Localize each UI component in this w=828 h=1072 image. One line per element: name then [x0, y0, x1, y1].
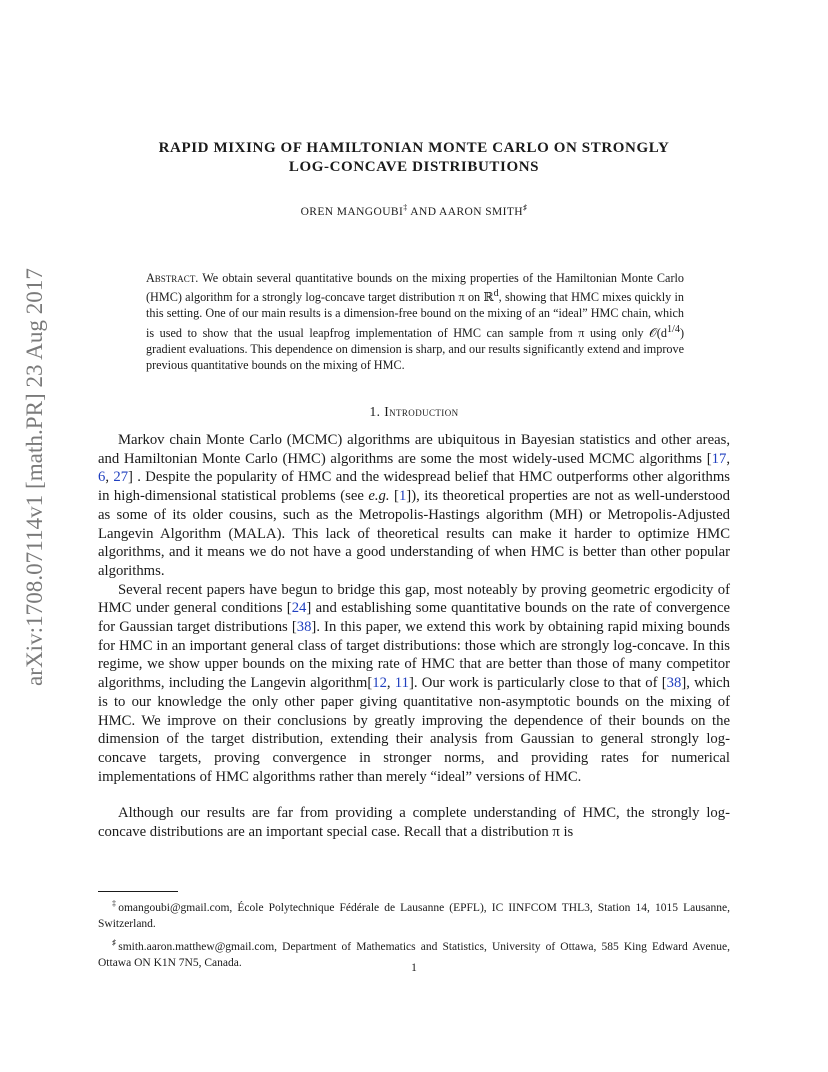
arxiv-stamp-text: arXiv:1708.07114v1 [math.PR] 23 Aug 2017 [22, 270, 47, 686]
citation-link[interactable]: 6 [98, 469, 106, 486]
author-conjunction: AND [410, 205, 437, 218]
eg-abbreviation: e.g. [368, 488, 390, 505]
abstract-superscript-fraction: 1/4 [666, 323, 680, 335]
footnote-1-text: omangoubi@gmail.com, École Polytechnique Fédérale de Lausanne (EPFL), IC IINFCOM THL3, Station 14, 1015 Lausanne, Switzerland. [98, 901, 731, 930]
abstract-text-3: ) gradient evaluations. This dependence on dimension is sharp, and our results significantly extend and improve previous quantitative bounds on the mixing of HMC. [146, 325, 684, 373]
paragraph-2-text-1: Several recent papers have begun to bridge this gap, most noteably by proving geometric ergodicity of HMC under general conditions [ [98, 581, 730, 617]
citation-link[interactable]: 17 [711, 450, 727, 467]
author-2-affiliation-mark: ♯ [523, 203, 528, 212]
title-line-1: RAPID MIXING OF HAMILTONIAN MONTE CARLO ON STRONGLY [158, 140, 670, 156]
citation-link[interactable]: 38 [296, 619, 312, 636]
paragraph-1-text-4: ]), its theoretical properties are not as well-understood as some of its older cousins, such as the Metropolis-Hastings algorithm (MH) or Metropolis-Adjusted Langevin Algorithm (MALA). This lack of theoretical results can make it harder to optimize HMC algorithms, and it means we do not have a good understanding of when HMC is better than other popular algorithms. [98, 488, 730, 579]
paragraph-2-text-2: ] and establishing some quantitative bounds on the rate of convergence for Gaussian target distributions [ [98, 600, 730, 636]
paragraph-1-text-2: ] . Despite the popularity of HMC and the widespread belief that HMC outperforms other algorithms in high-dimensional statistical problems (see [98, 469, 731, 505]
citation-link[interactable]: 12 [372, 675, 387, 692]
arxiv-stamp-svg [8, 268, 52, 688]
page-number: 1 [411, 962, 417, 974]
abstract-superscript-d: d [493, 288, 499, 300]
abstract [146, 270, 684, 373]
arxiv-identifier-stamp[interactable] [8, 268, 52, 688]
citation-link[interactable]: 38 [666, 675, 682, 692]
citation-link[interactable]: 1 [398, 488, 407, 505]
section-title: Introduction [384, 404, 459, 419]
citation-link[interactable]: 27 [113, 469, 129, 486]
footnote-rule [98, 891, 178, 892]
footnote-2-text: smith.aaron.matthew@gmail.com, Department of Mathematics and Statistics, University of Ottawa, 585 King Edward Avenue, Ottawa ON K1N 7N5, Canada. [98, 940, 730, 969]
title-line-2: LOG-CONCAVE DISTRIBUTIONS [288, 159, 540, 175]
paragraph-2-text-3: ]. In this paper, we extend this work by obtaining rapid mixing bounds for HMC in an important general class of target distributions: those which are strongly log-concave. In this regime, we show upper bounds on the mixing rate of HMC that are better than those of many competitor algorithms, including the Langevin algorithm[ [98, 619, 730, 692]
citation-link[interactable]: 11 [394, 675, 409, 692]
footnote-2-mark: ♯ [112, 937, 119, 947]
paragraph-1: Markov chain Monte Carlo (MCMC) algorithms are ubiquitous in Bayesian statistics and other areas, and Hamiltonian Monte Carlo (HMC) algorithms are some the most widely-used MCMC algorithms [17, 6, 27] . Despite the popularity of HMC and the widespread belief that HMC outperforms other algorithms in high-dimensional statistical problems (see e.g. [1]), its theoretical properties are not as well-understood as some of its older cousins, such as the Metropolis-Hastings algorithm (MH) or Metropolis-Adjusted Langevin Algorithm (MALA). This lack of theoretical results can make it harder to optimize HMC algorithms, and it means we do not have a good understanding of when HMC is better than other popular algorithms. [98, 432, 731, 579]
author-1-name: OREN MANGOUBI [300, 205, 404, 218]
author-list [98, 203, 730, 218]
footnote-1 [98, 896, 730, 932]
author-1-affiliation-mark: ‡ [403, 203, 408, 212]
paragraph-1-text-3: [ [389, 488, 399, 505]
body-text [98, 431, 730, 842]
paragraph-2: Several recent papers have begun to bridge this gap, most noteably by proving geometric ergodicity of HMC under general conditions [24] and establishing some quantitative bounds on the rate of convergence for Gaussian target distributions [38]. In this paper, we extend this work by obtaining rapid mixing bounds for HMC in an important general class of target distributions: those which are strongly log-concave. In this regime, we show upper bounds on the mixing rate of HMC that are better than those of many competitor algorithms, including the Langevin algorithm[12, 11]. Our work is particularly close to that of [38], which is to our knowledge the only other paper giving quantitative non-asymptotic bounds on the mixing of HMC. We improve on their conclusions by greatly improving the dependence of their bounds on the dimension of the target distribution, extending their analysis from Gaussian to general strongly log-concave targets, proving convergence in stronger norms, and providing rates for numerical implementations of HMC algorithms rather than merely “ideal” versions of HMC. [98, 581, 731, 785]
author-2-name: AARON SMITH [439, 205, 523, 218]
section-heading [98, 404, 730, 420]
citation-link[interactable]: 24 [291, 600, 307, 617]
abstract-text-2: , showing that HMC mixes quickly in this setting. One of our main results is a dimension-free bound on the mixing of an “ideal” HMC chain, which is used to show that the usual leapfrog implementation of HMC can sample from π using only 𝒪(d [146, 290, 684, 340]
paragraph-2-text-5: ], which is to our knowledge the only other paper giving quantitative non-asymptotic bounds on the mixing of HMC. We improve on their conclusions by greatly improving the dependence of their bounds on the dimension of the target distribution, extending their analysis from Gaussian to general strongly log-concave targets, proving convergence in stronger norms, and providing rates for numerical implementations of HMC algorithms rather than merely “ideal” versions of HMC. [98, 675, 731, 785]
abstract-text-1: We obtain several quantitative bounds on the mixing properties of the Hamiltonian Monte Carlo (HMC) algorithm for a strongly log-concave target distribution π on ℝ [146, 271, 685, 305]
footnote-1-mark: ‡ [112, 899, 119, 908]
section-number: 1. [369, 404, 381, 419]
paragraph-2-text-4: ]. Our work is particularly close to that of [ [408, 675, 667, 692]
paragraph-1-text-1: Markov chain Monte Carlo (MCMC) algorithms are ubiquitous in Bayesian statistics and other areas, and Hamiltonian Monte Carlo (HMC) algorithms are some the most widely-used MCMC algorithms [ [98, 432, 730, 467]
abstract-label: Abstract. [146, 271, 199, 285]
paragraph-3: Although our results are far from providing a complete understanding of HMC, the strongly log-concave distributions are an important special case. Recall that a distribution π is [98, 805, 730, 841]
paper-title [98, 139, 730, 177]
